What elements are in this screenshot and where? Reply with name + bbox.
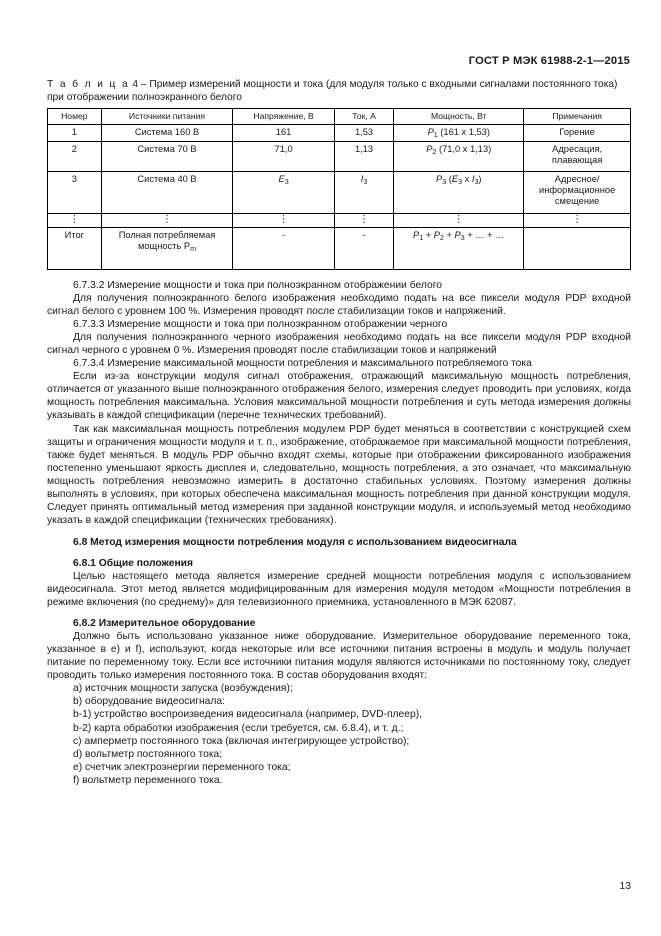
- list-item: b-1) устройство воспроизведения видеосигнала (например, DVD-плеер),: [73, 709, 422, 721]
- heading-6-8-1: 6.8.1 Общие положения: [73, 557, 193, 569]
- power-expression: (71,0 x 1,13): [436, 143, 492, 154]
- cell-number: 2: [48, 142, 102, 172]
- voltage-subscript: 3: [284, 177, 289, 186]
- cell-source: Система 70 В: [101, 142, 233, 172]
- column-header-number: Номер: [48, 109, 102, 125]
- heading-6-7-3-3: 6.7.3.3 Измерение мощности и тока при полноэкранном отображении черного: [73, 319, 448, 331]
- list-item: c) амперметр постоянного тока (включая интегрирующее устройство);: [73, 735, 410, 747]
- list-item: d) вольтметр постоянного тока;: [73, 748, 223, 760]
- list-item: f) вольтметр переменного тока.: [73, 774, 223, 786]
- cell-note: Горение: [524, 125, 631, 142]
- cell-total-note: [524, 228, 631, 270]
- total-power-subscript: m: [190, 244, 196, 253]
- paragraph-6-8-1: Целью настоящего метода является измерение средней мощности потребления модуля с использованием видеосигнала. Этот метод является модифицированным для измерения модуля методом «Мощности потребления в режиме включения (по среднему)» для телевизионного приемника, установленного в МЭК 62087.: [47, 570, 631, 609]
- cell-ellipsis: ⋮: [334, 214, 393, 228]
- table-row: [48, 172, 631, 214]
- cell-current: 1,13: [334, 142, 393, 172]
- cell-note: Адресное/ информационное смещение: [524, 172, 631, 214]
- heading-6-8: 6.8 Метод измерения мощности потребления модуля с использованием видеосигнала: [73, 536, 517, 548]
- cell-voltage: 161: [233, 125, 334, 142]
- column-header-notes: Примечания: [524, 109, 631, 125]
- body-text: [47, 279, 631, 787]
- cell-ellipsis: ⋮: [394, 214, 524, 228]
- cell-power: [394, 125, 524, 142]
- cell-total-label: Итог: [48, 228, 102, 270]
- table-caption-text: 4 – Пример измерений мощности и тока (для модуля только с входными сигналами постоянного тока) при отображении полноэкранного белого: [47, 79, 618, 103]
- power-subscript: 1: [433, 130, 438, 139]
- table-row-total: [48, 228, 631, 270]
- table-row: [48, 142, 631, 172]
- paragraph-6-7-3-3: Для получения полноэкранного черного изображения необходимо подать на все пиксели модуля PDP входной сигнал черного с уровнем 0 %. Измерения проводят после стабилизации токов и напряжений: [47, 332, 631, 357]
- current-subscript: 3: [363, 177, 368, 186]
- cell-total-source: Полная потребляемая мощность $P_m$: [101, 228, 233, 270]
- heading-6-7-3-2: 6.7.3.2 Измерение мощности и тока при полноэкранном отображении белого: [73, 280, 442, 291]
- heading-6-8-2: 6.8.2 Измерительное оборудование: [73, 618, 256, 630]
- list-item: a) источник мощности запуска (возбуждения);: [73, 683, 293, 695]
- cell-note: Адресация, плавающая: [524, 142, 631, 172]
- voltage-symbol: E: [278, 173, 285, 184]
- column-header-power: Мощность, Вт: [394, 109, 524, 125]
- cell-ellipsis: ⋮: [524, 214, 631, 228]
- cell-voltage: 71,0: [233, 142, 334, 172]
- standard-header: ГОСТ Р МЭК 61988-2-1—2015: [468, 55, 630, 67]
- column-header-current: Ток, А: [334, 109, 393, 125]
- paragraph-6-8-2: Должно быть использовано указанное ниже оборудование. Измерительное оборудование переменного тока, указанное в e) и f), используют, когда некоторые или все источники питания встроены в модуль и модуль получает питание по переменному току. Если все источники питания модуля являются источниками по постоянному току, следует проводить только измерения постоянного тока. В состав оборудования входят:: [47, 631, 631, 682]
- cell-power: $P_3$ ($E_3$ x $I_3$): [394, 172, 524, 214]
- cell-ellipsis: ⋮: [101, 214, 233, 228]
- power-subscript: 3: [442, 177, 447, 186]
- paragraph-6-7-3-4-b: Так как максимальная мощность потребления модулем PDP будет меняться в соответствии с конструкцией схем защиты и ограничения мощности модуля и т. п., изображение, отображаемое при максимальной мощности потребления, также будет меняться. В модуль PDP обычно входят схемы, которые при отображении фиксированного изображения постепенно уменьшают яркость дисплея и, следовательно, мощность потребления, а это означает, что максимальную мощность потребления невозможно измерить в достаточно стабильных условиях. Поэтому измерения должны выполнять в условиях, при которых обеспечена максимальная мощность потребления при данной конструкции модуля. Следует принять оптимальный метод измерения при заданной конструкции модуля, и используемый метод необходимо указать в каждой спецификации (технических требованиях).: [47, 423, 631, 526]
- page-number: 13: [619, 881, 631, 892]
- cell-total-current: -: [334, 228, 393, 270]
- cell-voltage: [233, 172, 334, 214]
- cell-source: Система 40 В: [101, 172, 233, 214]
- cell-source: Система 160 В: [101, 125, 233, 142]
- table-row: [48, 125, 631, 142]
- paragraph-6-7-3-4-a: Если из-за конструкции модуля сигнал отображения, отражающий максимальную мощность потребления, отличается от указанного выше полноэкранного отображения белого, измерения следует проводить при условиях, когда мощность потребления максимальна. Условия максимальной мощности потребления и суть метода измерения должны указывать в каждой спецификации (перечне технических требований).: [47, 371, 631, 422]
- cell-number: 3: [48, 172, 102, 214]
- power-subscript: 2: [432, 147, 437, 156]
- table-row-ellipsis: [48, 214, 631, 228]
- cell-total-voltage: -: [233, 228, 334, 270]
- cell-ellipsis: ⋮: [233, 214, 334, 228]
- table-caption-label: Т а б л и ц а: [47, 79, 130, 90]
- table-caption: [47, 79, 631, 104]
- list-item: b) оборудование видеосигнала:: [73, 696, 225, 708]
- power-symbol: P: [427, 126, 434, 137]
- cell-number: 1: [48, 125, 102, 142]
- column-header-voltage: Напряжение, В: [233, 109, 334, 125]
- measurement-table: [47, 108, 631, 270]
- heading-6-7-3-4: 6.7.3.4 Измерение максимальной мощности потребления и максимального потребляемого тока: [73, 358, 532, 370]
- list-item: b-2) карта обработки изображения (если требуется, см. 6.8.4), и т. д.;: [73, 722, 404, 734]
- cell-current: [334, 172, 393, 214]
- table-header-row: [48, 109, 631, 125]
- cell-ellipsis: ⋮: [48, 214, 102, 228]
- cell-total-power: $P_1 + P_2 + P_3$ + … + …: [394, 228, 524, 270]
- power-symbol: P: [436, 173, 443, 184]
- list-item: e) счетчик электроэнергии переменного тока;: [73, 761, 291, 773]
- column-header-source: Источники питания: [101, 109, 233, 125]
- cell-power: [394, 142, 524, 172]
- cell-current: 1,53: [334, 125, 393, 142]
- paragraph-6-7-3-2: Для получения полноэкранного белого изображения необходимо подать на все пиксели модуля PDP входной сигнал белого с уровнем 100 %. Измерения проводят после стабилизации токов и напряжений.: [47, 293, 631, 318]
- power-symbol: P: [426, 143, 433, 154]
- current-symbol: I: [360, 173, 364, 184]
- power-expression: (161 x 1,53): [437, 126, 490, 137]
